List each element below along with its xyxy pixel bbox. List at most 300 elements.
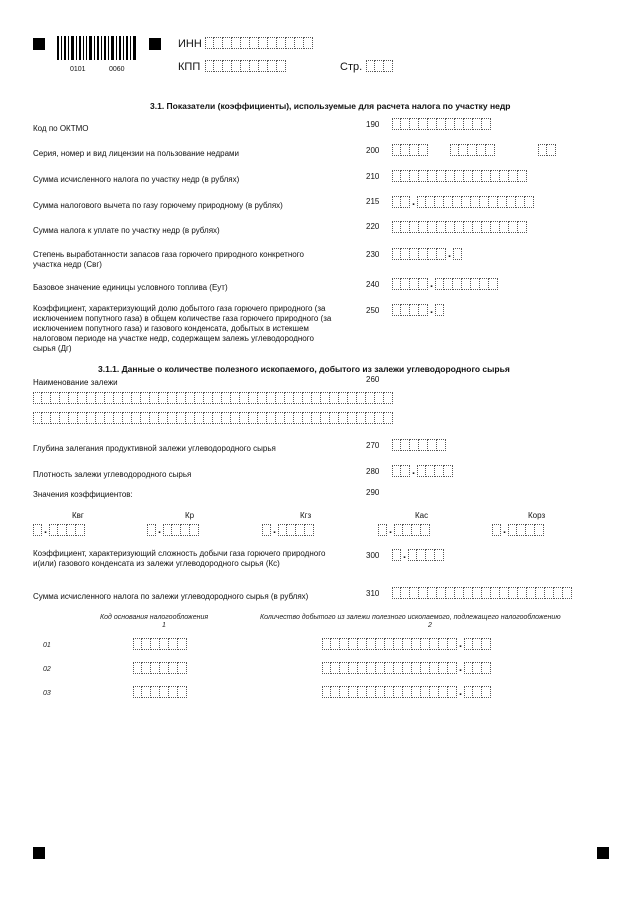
char-cell[interactable] xyxy=(417,465,426,477)
char-cell[interactable] xyxy=(214,37,223,49)
field-200-number[interactable] xyxy=(450,144,495,156)
char-cell[interactable] xyxy=(305,524,314,536)
field-270[interactable] xyxy=(392,439,446,451)
char-cell[interactable] xyxy=(509,587,518,599)
char-cell[interactable] xyxy=(421,662,430,674)
char-cell[interactable] xyxy=(178,662,187,674)
char-cell[interactable] xyxy=(141,392,150,404)
char-cell[interactable] xyxy=(453,248,462,260)
char-cell[interactable] xyxy=(114,412,123,424)
char-cell[interactable] xyxy=(277,60,286,72)
char-cell[interactable] xyxy=(178,686,187,698)
char-cell[interactable] xyxy=(471,278,480,290)
char-cell[interactable] xyxy=(428,248,437,260)
char-cell[interactable] xyxy=(181,524,190,536)
char-cell[interactable] xyxy=(168,392,177,404)
kpp-field[interactable] xyxy=(205,60,286,72)
char-cell[interactable] xyxy=(322,662,331,674)
char-cell[interactable] xyxy=(286,37,295,49)
field-260-line1[interactable] xyxy=(33,392,393,404)
char-cell[interactable] xyxy=(222,392,231,404)
char-cell[interactable] xyxy=(160,638,169,650)
field-280[interactable] xyxy=(392,465,453,477)
char-cell[interactable] xyxy=(204,392,213,404)
char-cell[interactable] xyxy=(439,662,448,674)
char-cell[interactable] xyxy=(444,196,453,208)
char-cell[interactable] xyxy=(401,465,410,477)
char-cell[interactable] xyxy=(392,221,401,233)
table-row1-quantity[interactable] xyxy=(322,638,491,650)
char-cell[interactable] xyxy=(410,304,419,316)
char-cell[interactable] xyxy=(294,412,303,424)
table-row2-quantity[interactable] xyxy=(322,662,491,674)
char-cell[interactable] xyxy=(151,662,160,674)
char-cell[interactable] xyxy=(421,524,430,536)
char-cell[interactable] xyxy=(437,248,446,260)
char-cell[interactable] xyxy=(296,524,305,536)
char-cell[interactable] xyxy=(285,392,294,404)
char-cell[interactable] xyxy=(366,392,375,404)
char-cell[interactable] xyxy=(123,392,132,404)
char-cell[interactable] xyxy=(142,662,151,674)
table-row3-quantity[interactable] xyxy=(322,686,491,698)
char-cell[interactable] xyxy=(195,392,204,404)
char-cell[interactable] xyxy=(366,412,375,424)
char-cell[interactable] xyxy=(538,144,547,156)
char-cell[interactable] xyxy=(473,221,482,233)
char-cell[interactable] xyxy=(249,412,258,424)
char-cell[interactable] xyxy=(141,412,150,424)
table-row2-base-code[interactable] xyxy=(133,662,187,674)
char-cell[interactable] xyxy=(132,392,141,404)
char-cell[interactable] xyxy=(412,638,421,650)
char-cell[interactable] xyxy=(262,524,271,536)
char-cell[interactable] xyxy=(349,638,358,650)
char-cell[interactable] xyxy=(455,221,464,233)
char-cell[interactable] xyxy=(448,662,457,674)
char-cell[interactable] xyxy=(285,412,294,424)
char-cell[interactable] xyxy=(401,248,410,260)
char-cell[interactable] xyxy=(231,412,240,424)
char-cell[interactable] xyxy=(142,686,151,698)
char-cell[interactable] xyxy=(455,587,464,599)
char-cell[interactable] xyxy=(428,221,437,233)
char-cell[interactable] xyxy=(535,524,544,536)
char-cell[interactable] xyxy=(276,392,285,404)
char-cell[interactable] xyxy=(375,412,384,424)
char-cell[interactable] xyxy=(232,60,241,72)
char-cell[interactable] xyxy=(287,524,296,536)
char-cell[interactable] xyxy=(455,118,464,130)
char-cell[interactable] xyxy=(33,412,42,424)
char-cell[interactable] xyxy=(133,686,142,698)
char-cell[interactable] xyxy=(489,278,498,290)
char-cell[interactable] xyxy=(446,587,455,599)
char-cell[interactable] xyxy=(430,662,439,674)
char-cell[interactable] xyxy=(392,439,401,451)
char-cell[interactable] xyxy=(435,304,444,316)
char-cell[interactable] xyxy=(482,118,491,130)
char-cell[interactable] xyxy=(464,587,473,599)
char-cell[interactable] xyxy=(401,196,410,208)
field-310[interactable] xyxy=(392,587,572,599)
char-cell[interactable] xyxy=(428,439,437,451)
char-cell[interactable] xyxy=(150,412,159,424)
char-cell[interactable] xyxy=(482,170,491,182)
char-cell[interactable] xyxy=(259,37,268,49)
char-cell[interactable] xyxy=(51,412,60,424)
char-cell[interactable] xyxy=(437,439,446,451)
char-cell[interactable] xyxy=(419,144,428,156)
char-cell[interactable] xyxy=(159,392,168,404)
field-260-line2[interactable] xyxy=(33,412,393,424)
char-cell[interactable] xyxy=(491,587,500,599)
char-cell[interactable] xyxy=(444,465,453,477)
char-cell[interactable] xyxy=(357,392,366,404)
char-cell[interactable] xyxy=(49,524,58,536)
char-cell[interactable] xyxy=(150,392,159,404)
char-cell[interactable] xyxy=(250,37,259,49)
char-cell[interactable] xyxy=(240,412,249,424)
char-cell[interactable] xyxy=(278,524,287,536)
char-cell[interactable] xyxy=(159,412,168,424)
char-cell[interactable] xyxy=(392,248,401,260)
char-cell[interactable] xyxy=(473,638,482,650)
field-300[interactable] xyxy=(392,549,444,561)
char-cell[interactable] xyxy=(114,392,123,404)
inn-field[interactable] xyxy=(205,37,313,49)
char-cell[interactable] xyxy=(536,587,545,599)
char-cell[interactable] xyxy=(525,196,534,208)
char-cell[interactable] xyxy=(357,412,366,424)
char-cell[interactable] xyxy=(147,524,156,536)
char-cell[interactable] xyxy=(500,587,509,599)
char-cell[interactable] xyxy=(435,196,444,208)
char-cell[interactable] xyxy=(486,144,495,156)
char-cell[interactable] xyxy=(500,170,509,182)
char-cell[interactable] xyxy=(412,524,421,536)
table-row1-base-code[interactable] xyxy=(133,638,187,650)
char-cell[interactable] xyxy=(464,638,473,650)
char-cell[interactable] xyxy=(385,686,394,698)
page-field[interactable] xyxy=(366,60,393,72)
char-cell[interactable] xyxy=(392,587,401,599)
char-cell[interactable] xyxy=(473,662,482,674)
char-cell[interactable] xyxy=(321,392,330,404)
char-cell[interactable] xyxy=(376,662,385,674)
char-cell[interactable] xyxy=(419,587,428,599)
char-cell[interactable] xyxy=(426,196,435,208)
char-cell[interactable] xyxy=(462,278,471,290)
char-cell[interactable] xyxy=(133,662,142,674)
char-cell[interactable] xyxy=(401,170,410,182)
char-cell[interactable] xyxy=(545,587,554,599)
char-cell[interactable] xyxy=(419,304,428,316)
char-cell[interactable] xyxy=(392,170,401,182)
char-cell[interactable] xyxy=(142,638,151,650)
char-cell[interactable] xyxy=(205,37,214,49)
field-215[interactable] xyxy=(392,196,534,208)
char-cell[interactable] xyxy=(410,278,419,290)
char-cell[interactable] xyxy=(491,170,500,182)
char-cell[interactable] xyxy=(477,144,486,156)
char-cell[interactable] xyxy=(213,392,222,404)
char-cell[interactable] xyxy=(222,412,231,424)
char-cell[interactable] xyxy=(410,170,419,182)
char-cell[interactable] xyxy=(448,686,457,698)
char-cell[interactable] xyxy=(394,686,403,698)
char-cell[interactable] xyxy=(384,412,393,424)
char-cell[interactable] xyxy=(304,37,313,49)
char-cell[interactable] xyxy=(42,412,51,424)
char-cell[interactable] xyxy=(186,412,195,424)
char-cell[interactable] xyxy=(78,412,87,424)
char-cell[interactable] xyxy=(69,412,78,424)
char-cell[interactable] xyxy=(160,686,169,698)
char-cell[interactable] xyxy=(172,524,181,536)
char-cell[interactable] xyxy=(186,392,195,404)
char-cell[interactable] xyxy=(339,392,348,404)
char-cell[interactable] xyxy=(509,170,518,182)
char-cell[interactable] xyxy=(464,221,473,233)
char-cell[interactable] xyxy=(33,524,42,536)
char-cell[interactable] xyxy=(419,118,428,130)
char-cell[interactable] xyxy=(430,686,439,698)
char-cell[interactable] xyxy=(421,638,430,650)
char-cell[interactable] xyxy=(375,60,384,72)
coef-field-korz[interactable] xyxy=(492,524,544,536)
char-cell[interactable] xyxy=(426,549,435,561)
char-cell[interactable] xyxy=(412,662,421,674)
char-cell[interactable] xyxy=(509,221,518,233)
char-cell[interactable] xyxy=(384,60,393,72)
char-cell[interactable] xyxy=(268,37,277,49)
char-cell[interactable] xyxy=(358,638,367,650)
char-cell[interactable] xyxy=(547,144,556,156)
coef-field-kas[interactable] xyxy=(378,524,430,536)
char-cell[interactable] xyxy=(367,686,376,698)
char-cell[interactable] xyxy=(123,412,132,424)
char-cell[interactable] xyxy=(410,587,419,599)
char-cell[interactable] xyxy=(401,144,410,156)
char-cell[interactable] xyxy=(163,524,172,536)
char-cell[interactable] xyxy=(241,37,250,49)
char-cell[interactable] xyxy=(394,638,403,650)
char-cell[interactable] xyxy=(482,587,491,599)
char-cell[interactable] xyxy=(401,304,410,316)
char-cell[interactable] xyxy=(223,60,232,72)
char-cell[interactable] xyxy=(258,412,267,424)
char-cell[interactable] xyxy=(204,412,213,424)
char-cell[interactable] xyxy=(384,392,393,404)
char-cell[interactable] xyxy=(132,412,141,424)
char-cell[interactable] xyxy=(213,412,222,424)
char-cell[interactable] xyxy=(428,170,437,182)
char-cell[interactable] xyxy=(392,196,401,208)
char-cell[interactable] xyxy=(241,60,250,72)
char-cell[interactable] xyxy=(223,37,232,49)
char-cell[interactable] xyxy=(358,662,367,674)
char-cell[interactable] xyxy=(417,549,426,561)
char-cell[interactable] xyxy=(250,60,259,72)
char-cell[interactable] xyxy=(439,638,448,650)
char-cell[interactable] xyxy=(471,196,480,208)
char-cell[interactable] xyxy=(392,144,401,156)
char-cell[interactable] xyxy=(417,196,426,208)
char-cell[interactable] xyxy=(69,392,78,404)
char-cell[interactable] xyxy=(401,587,410,599)
char-cell[interactable] xyxy=(267,392,276,404)
char-cell[interactable] xyxy=(401,118,410,130)
char-cell[interactable] xyxy=(331,638,340,650)
char-cell[interactable] xyxy=(394,524,403,536)
char-cell[interactable] xyxy=(428,587,437,599)
char-cell[interactable] xyxy=(322,638,331,650)
char-cell[interactable] xyxy=(410,439,419,451)
char-cell[interactable] xyxy=(214,60,223,72)
char-cell[interactable] xyxy=(453,278,462,290)
char-cell[interactable] xyxy=(322,686,331,698)
char-cell[interactable] xyxy=(58,524,67,536)
char-cell[interactable] xyxy=(340,662,349,674)
char-cell[interactable] xyxy=(455,170,464,182)
char-cell[interactable] xyxy=(563,587,572,599)
char-cell[interactable] xyxy=(437,221,446,233)
char-cell[interactable] xyxy=(105,412,114,424)
char-cell[interactable] xyxy=(435,465,444,477)
char-cell[interactable] xyxy=(42,392,51,404)
char-cell[interactable] xyxy=(96,412,105,424)
char-cell[interactable] xyxy=(378,524,387,536)
char-cell[interactable] xyxy=(312,412,321,424)
field-190[interactable] xyxy=(392,118,491,130)
char-cell[interactable] xyxy=(473,170,482,182)
char-cell[interactable] xyxy=(412,686,421,698)
char-cell[interactable] xyxy=(392,304,401,316)
field-210[interactable] xyxy=(392,170,527,182)
char-cell[interactable] xyxy=(87,392,96,404)
char-cell[interactable] xyxy=(468,144,477,156)
char-cell[interactable] xyxy=(339,412,348,424)
char-cell[interactable] xyxy=(403,638,412,650)
char-cell[interactable] xyxy=(340,686,349,698)
char-cell[interactable] xyxy=(450,144,459,156)
char-cell[interactable] xyxy=(464,118,473,130)
char-cell[interactable] xyxy=(249,392,258,404)
char-cell[interactable] xyxy=(419,170,428,182)
char-cell[interactable] xyxy=(516,196,525,208)
char-cell[interactable] xyxy=(554,587,563,599)
char-cell[interactable] xyxy=(348,412,357,424)
coef-field-kr[interactable] xyxy=(147,524,199,536)
char-cell[interactable] xyxy=(498,196,507,208)
char-cell[interactable] xyxy=(444,278,453,290)
char-cell[interactable] xyxy=(151,686,160,698)
char-cell[interactable] xyxy=(160,662,169,674)
char-cell[interactable] xyxy=(231,392,240,404)
char-cell[interactable] xyxy=(133,638,142,650)
char-cell[interactable] xyxy=(401,278,410,290)
char-cell[interactable] xyxy=(500,221,509,233)
char-cell[interactable] xyxy=(403,686,412,698)
field-200-series[interactable] xyxy=(392,144,428,156)
char-cell[interactable] xyxy=(240,392,249,404)
char-cell[interactable] xyxy=(392,549,401,561)
char-cell[interactable] xyxy=(410,144,419,156)
char-cell[interactable] xyxy=(385,662,394,674)
char-cell[interactable] xyxy=(464,170,473,182)
char-cell[interactable] xyxy=(482,686,491,698)
char-cell[interactable] xyxy=(435,549,444,561)
char-cell[interactable] xyxy=(376,686,385,698)
char-cell[interactable] xyxy=(169,662,178,674)
char-cell[interactable] xyxy=(473,118,482,130)
char-cell[interactable] xyxy=(473,686,482,698)
char-cell[interactable] xyxy=(294,392,303,404)
char-cell[interactable] xyxy=(419,278,428,290)
char-cell[interactable] xyxy=(168,412,177,424)
char-cell[interactable] xyxy=(518,170,527,182)
field-200-type[interactable] xyxy=(538,144,556,156)
table-row3-base-code[interactable] xyxy=(133,686,187,698)
char-cell[interactable] xyxy=(453,196,462,208)
char-cell[interactable] xyxy=(358,686,367,698)
char-cell[interactable] xyxy=(435,278,444,290)
char-cell[interactable] xyxy=(303,392,312,404)
char-cell[interactable] xyxy=(295,37,304,49)
char-cell[interactable] xyxy=(408,549,417,561)
field-230[interactable] xyxy=(392,248,462,260)
char-cell[interactable] xyxy=(385,638,394,650)
char-cell[interactable] xyxy=(518,221,527,233)
char-cell[interactable] xyxy=(480,196,489,208)
char-cell[interactable] xyxy=(518,587,527,599)
char-cell[interactable] xyxy=(392,278,401,290)
char-cell[interactable] xyxy=(489,196,498,208)
field-240[interactable] xyxy=(392,278,498,290)
char-cell[interactable] xyxy=(428,118,437,130)
char-cell[interactable] xyxy=(105,392,114,404)
char-cell[interactable] xyxy=(507,196,516,208)
char-cell[interactable] xyxy=(331,662,340,674)
char-cell[interactable] xyxy=(526,524,535,536)
char-cell[interactable] xyxy=(60,412,69,424)
char-cell[interactable] xyxy=(330,412,339,424)
char-cell[interactable] xyxy=(437,118,446,130)
char-cell[interactable] xyxy=(331,686,340,698)
char-cell[interactable] xyxy=(312,392,321,404)
char-cell[interactable] xyxy=(367,662,376,674)
char-cell[interactable] xyxy=(178,638,187,650)
char-cell[interactable] xyxy=(392,118,401,130)
field-220[interactable] xyxy=(392,221,527,233)
char-cell[interactable] xyxy=(464,686,473,698)
char-cell[interactable] xyxy=(403,662,412,674)
char-cell[interactable] xyxy=(376,638,385,650)
char-cell[interactable] xyxy=(321,412,330,424)
coef-field-kgz[interactable] xyxy=(262,524,314,536)
char-cell[interactable] xyxy=(426,465,435,477)
char-cell[interactable] xyxy=(480,278,489,290)
char-cell[interactable] xyxy=(508,524,517,536)
char-cell[interactable] xyxy=(177,412,186,424)
char-cell[interactable] xyxy=(437,170,446,182)
char-cell[interactable] xyxy=(87,412,96,424)
char-cell[interactable] xyxy=(259,60,268,72)
char-cell[interactable] xyxy=(419,221,428,233)
char-cell[interactable] xyxy=(401,439,410,451)
char-cell[interactable] xyxy=(60,392,69,404)
